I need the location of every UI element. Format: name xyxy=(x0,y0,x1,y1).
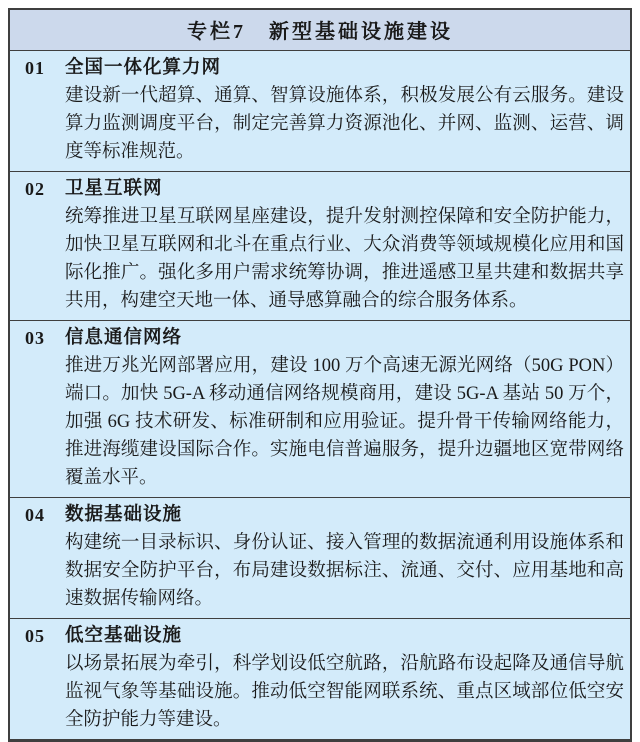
panel-title: 专栏7 新型基础设施建设 xyxy=(187,21,453,43)
section-text: 以场景拓展为牵引，科学划设低空航路，沿航路布设起降及通信导航监视气象等基础设施。推动低空智能网联系统、重点区域部位低空安全防护能力等建设。 xyxy=(65,654,624,730)
panel-header xyxy=(10,10,630,51)
section-body xyxy=(55,175,624,315)
section-number: 02 xyxy=(25,179,45,199)
section-text: 构建统一目录标识、身份认证、接入管理的数据流通利用设施体系和数据安全防护平台，布局建设数据标注、流通、交付、应用基地和高速数据传输网络。 xyxy=(65,533,624,609)
section-row-03 xyxy=(10,320,630,497)
section-text: 推进万兆光网部署应用，建设 100 万个高速无源光网络（50G PON）端口。加快 5G-A 移动通信网络规模商用，建设 5G-A 基站 50 万个，加强 6G 技术研发、标准研制和应用验证。提升骨干传输网络能力，推进海缆建设国际合作。实施电信普遍服务，提升边疆地区宽带网络覆盖水平。 xyxy=(65,356,624,488)
section-text: 统筹推进卫星互联网星座建设，提升发射测控保障和安全防护能力，加快卫星互联网和北斗在重点行业、大众消费等领域规模化应用和国际化推广。强化多用户需求统筹协调，推进遥感卫星共建和数据共享共用，构建空天地一体、通导感算融合的综合服务体系。 xyxy=(65,207,624,311)
section-number: 01 xyxy=(25,58,45,78)
section-row-02 xyxy=(10,171,630,320)
section-body xyxy=(55,501,624,613)
section-number: 05 xyxy=(25,626,45,646)
section-title: 数据基础设施 xyxy=(65,505,183,525)
section-row-01 xyxy=(10,51,630,171)
section-number: 04 xyxy=(25,505,45,525)
section-body xyxy=(55,54,624,166)
section-row-05 xyxy=(10,618,630,739)
section-number: 03 xyxy=(25,328,45,348)
infrastructure-panel xyxy=(8,8,632,742)
section-body xyxy=(55,324,624,492)
section-title: 信息通信网络 xyxy=(65,328,183,348)
section-text: 建设新一代超算、通算、智算设施体系，积极发展公有云服务。建设算力监测调度平台，制定完善算力资源池化、并网、监测、运营、调度等标准规范。 xyxy=(65,86,624,162)
section-title: 卫星互联网 xyxy=(65,179,163,199)
section-title: 低空基础设施 xyxy=(65,626,183,646)
section-row-04 xyxy=(10,497,630,618)
section-title: 全国一体化算力网 xyxy=(65,58,222,78)
section-body xyxy=(55,622,624,734)
